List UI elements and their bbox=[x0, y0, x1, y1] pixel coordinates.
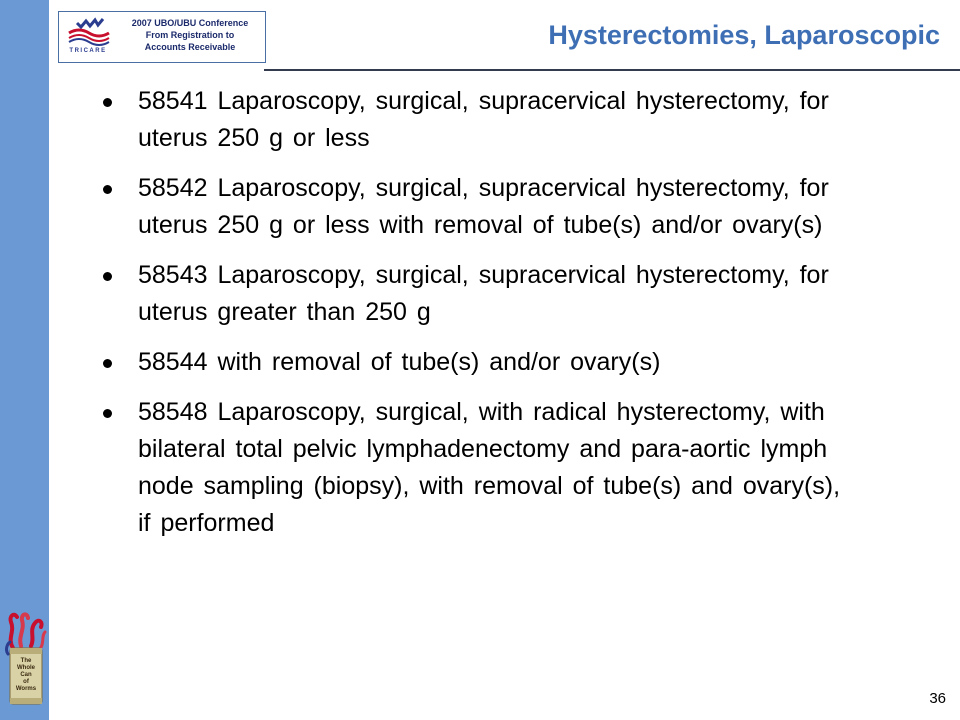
bullet-item: 58542 Laparoscopy, surgical, supracervical hysterectomy, for uterus 250 g or less with removal of tube(s) and/or ovary(s) bbox=[102, 170, 862, 244]
conference-logo bbox=[58, 11, 266, 63]
bullet-list bbox=[102, 83, 862, 542]
logo-line-3: Accounts Receivable bbox=[144, 42, 236, 52]
bullet-item: 58541 Laparoscopy, surgical, supracervical hysterectomy, for uterus 250 g or less bbox=[102, 83, 862, 157]
page-number: 36 bbox=[929, 690, 946, 707]
title-divider bbox=[264, 69, 960, 71]
mascot-line-2: Whole bbox=[17, 665, 35, 671]
tricare-flag-logo-icon bbox=[65, 17, 111, 55]
logo-text bbox=[117, 17, 263, 53]
logo-brand-text: TRICARE bbox=[69, 48, 107, 54]
bullet-item: 58543 Laparoscopy, surgical, supracervical hysterectomy, for uterus greater than 250 g bbox=[102, 257, 862, 331]
mascot-line-1: The bbox=[20, 658, 32, 664]
mascot-line-5: Worms bbox=[15, 686, 37, 692]
mascot-line-3: Can bbox=[20, 672, 32, 678]
can-of-worms-icon bbox=[5, 608, 47, 708]
logo-line-2: From Registration to bbox=[145, 30, 235, 40]
bullet-item: 58544 with removal of tube(s) and/or ovary(s) bbox=[102, 344, 862, 381]
slide-title: Hysterectomies, Laparoscopic bbox=[548, 20, 940, 50]
logo-line-1: 2007 UBO/UBU Conference bbox=[131, 18, 249, 28]
bullet-item: 58548 Laparoscopy, surgical, with radical hysterectomy, with bilateral total pelvic lymphadenectomy and para-aortic lymph node sampling (biopsy), with removal of tube(s) and ovary(s), if performed bbox=[102, 394, 862, 542]
mascot-line-4: of bbox=[23, 679, 29, 685]
